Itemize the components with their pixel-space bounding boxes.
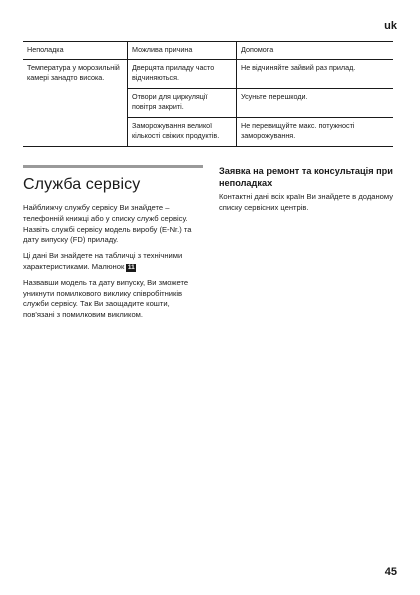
cause-cell: Дверцята приладу часто відчиняються. <box>128 60 237 89</box>
repair-text: Контактні дані всіх країн Ви знайдете в доданому списку сервісних центрів. <box>219 192 393 212</box>
troubleshooting-table <box>23 41 393 147</box>
service-title: Служба сервісу <box>23 176 141 193</box>
page-number: 45 <box>384 566 397 578</box>
service-paragraph-1: Найближчу службу сервісу Ви знайдете – телефонній книжці або у списку служб сервісу. Назвіть службі сервісу модель виробу (E-Nr.) та дату випуску (FD) приладу. <box>23 203 192 245</box>
section-divider <box>23 165 203 168</box>
table-header-row <box>23 42 393 60</box>
service-paragraph-2 <box>23 251 203 273</box>
service-paragraph-2-text: Ці дані Ви знайдете на табличці з технічними характеристиками. Малюнок <box>23 251 183 271</box>
problem-cell: Температура у морозильній камері занадто висока. <box>23 60 128 147</box>
remedy-cell: Не перевищуйте макс. потужності заморожування. <box>237 118 394 147</box>
cause-cell: Отвори для циркуляції повітря закриті. <box>128 89 237 118</box>
figure-number-badge: 11 <box>127 263 135 271</box>
remedy-cell: Усуньте перешкоди. <box>237 89 394 118</box>
language-code: uk <box>384 20 397 32</box>
header-remedy: Допомога <box>237 42 394 60</box>
remedy-cell: Не відчиняйте зайвий раз прилад. <box>237 60 394 89</box>
service-paragraph-3: Назвавши модель та дату випуску, Ви зможете уникнути помилкового виклику співробітників служби сервісу. Так Ви заощадите кошти, пов'язані з помилковим викликом. <box>23 277 189 320</box>
header-problem: Неполадка <box>23 42 128 60</box>
repair-section <box>219 165 399 219</box>
table-row <box>23 60 393 89</box>
header-cause: Можлива причина <box>128 42 237 60</box>
repair-title: Заявка на ремонт та консультація при неполадках <box>219 166 393 188</box>
cause-cell: Заморожування великої кількості свіжих продуктів. <box>128 118 237 147</box>
service-section <box>23 165 203 326</box>
